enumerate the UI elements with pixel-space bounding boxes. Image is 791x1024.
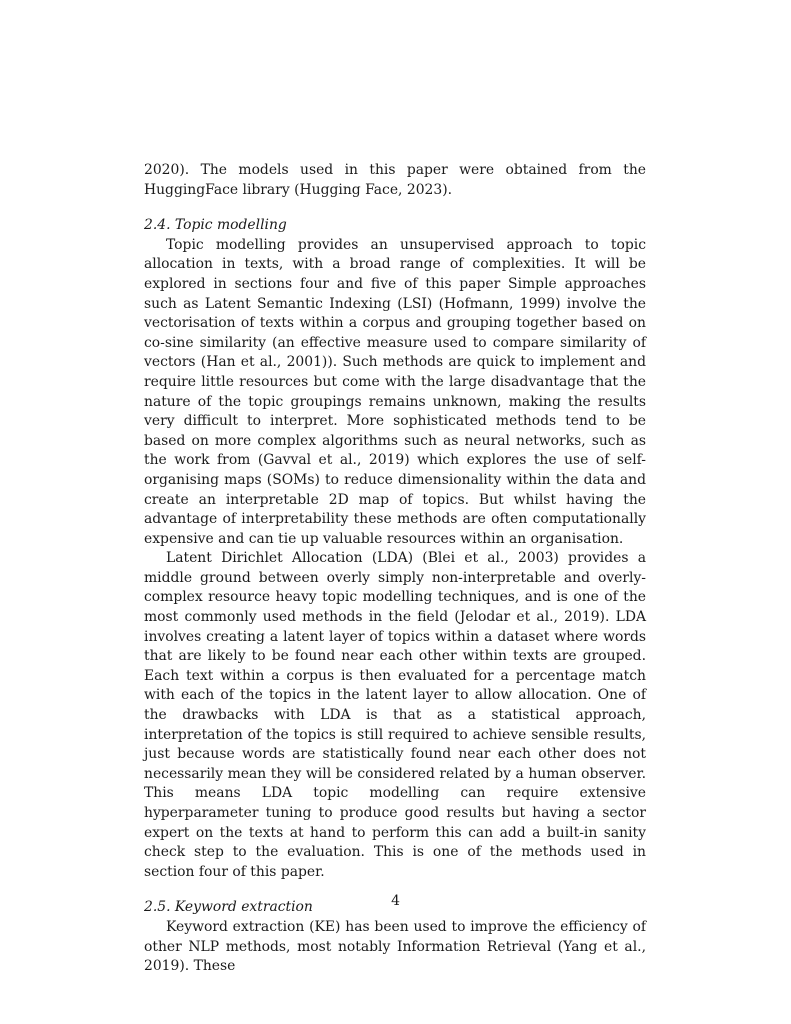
continuation-paragraph: 2020). The models used in this paper were obtained from the HuggingFace library (Hugging Face, 2023). [144,162,646,198]
page-number: 4 [391,893,400,909]
section-heading-topic-modelling: 2.4. Topic modelling [144,217,287,234]
paragraph-keyword-extraction-1: Keyword extraction (KE) has been used to improve the efficiency of other NLP methods, most notably Information Retrieval (Yang et al., 2019). These [144,918,646,975]
section-heading-keyword-extraction: 2.5. Keyword extraction [144,899,313,916]
section-keyword-extraction [144,898,646,976]
section-topic-modelling [144,216,646,882]
paragraph-topic-modelling-1: Topic modelling provides an unsupervised approach to topic allocation in texts, with a broad range of complexities. It will be explored in sections four and five of this paper Simple approaches such as Latent Semantic Indexing (LSI) (Hofmann, 1999) involve the vectorisation of texts within a corpus and grouping together based on co-sine similarity (an effective measure used to compare similarity of vectors (Han et al., 2001)). Such methods are quick to implement and require little resources but come with the large disadvantage that the nature of the topic groupings remains unknown, making the results very difficult to interpret. More sophisticated methods tend to be based on more complex algorithms such as neural networks, such as the work from (Gavval et al., 2019) which explores the use of self-organising maps (SOMs) to reduce dimensionality within the data and create an interpretable 2D map of topics. But whilst having the advantage of interpretability these methods are often computationally expensive and can tie up valuable resources within an organisation. [144,236,646,547]
paragraph-topic-modelling-2: Latent Dirichlet Allocation (LDA) (Blei et al., 2003) provides a middle ground between overly simply non-interpretable and overly-complex resource heavy topic modelling techniques, and is one of the most commonly used methods in the field (Jelodar et al., 2019). LDA involves creating a latent layer of topics within a dataset where words that are likely to be found near each other within texts are grouped. Each text within a corpus is then evaluated for a percentage match with each of the topics in the latent layer to allow allocation. One of the drawbacks with LDA is that as a statistical approach, interpretation of the topics is still required to achieve sensible results, just because words are statistically found near each other does not necessarily mean they will be considered related by a human observer. This means LDA topic modelling can require extensive hyperparameter tuning to produce good results but having a sector expert on the texts at hand to perform this can add a built-in sanity check step to the evaluation. This is one of the methods used in section four of this paper. [144,550,646,880]
page-body [144,161,646,977]
